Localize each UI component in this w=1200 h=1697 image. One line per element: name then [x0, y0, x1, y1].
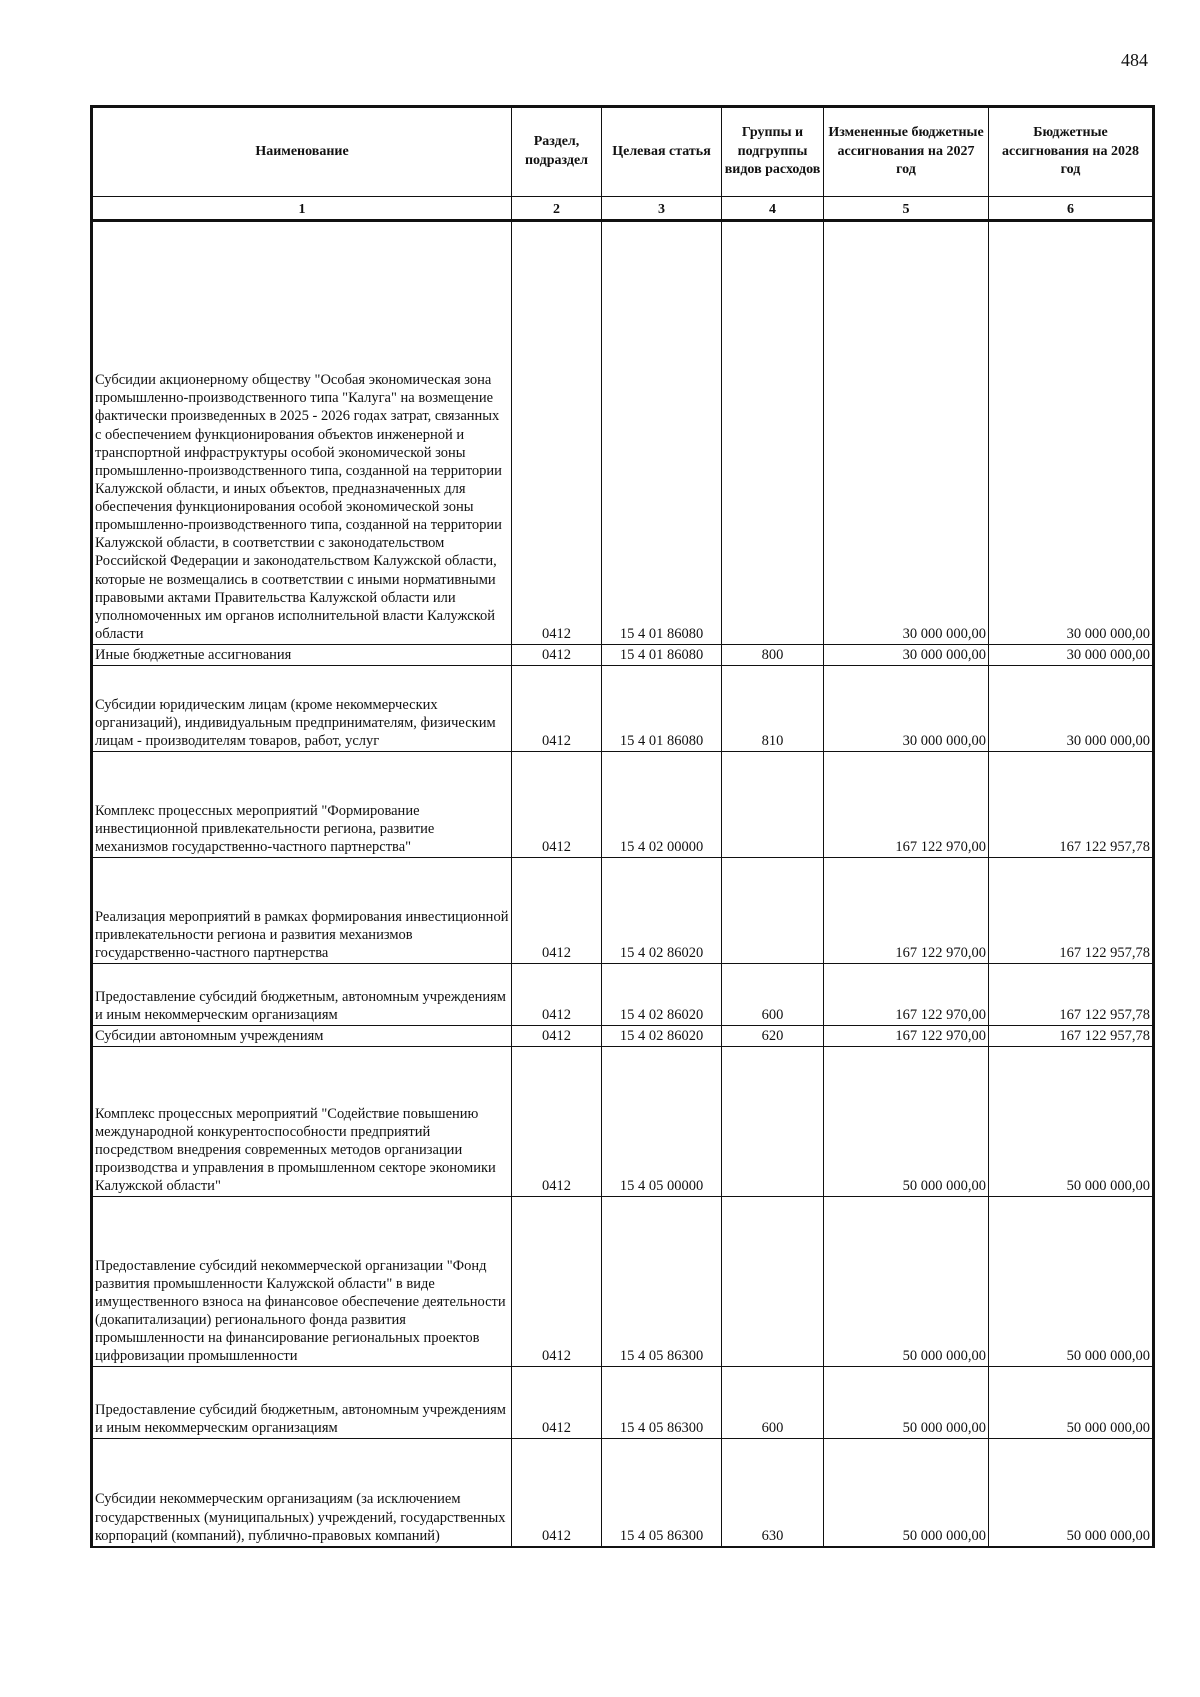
row-name: Предоставление субсидий бюджетным, автономным учреждениям и иным некоммерческим организациям — [92, 1367, 512, 1439]
header-target: Целевая статья — [602, 107, 722, 197]
row-group — [722, 752, 824, 858]
row-target: 15 4 02 86020 — [602, 964, 722, 1026]
row-group: 800 — [722, 645, 824, 666]
table-row — [92, 221, 1154, 645]
header-section: Раздел, подраздел — [512, 107, 602, 197]
row-section: 0412 — [512, 221, 602, 645]
table-row — [92, 752, 1154, 858]
column-number: 5 — [824, 197, 989, 221]
column-number: 2 — [512, 197, 602, 221]
row-name: Субсидии автономным учреждениям — [92, 1026, 512, 1047]
budget-table — [90, 105, 1155, 1548]
header-group: Группы и подгруппы видов расходов — [722, 107, 824, 197]
row-section: 0412 — [512, 1047, 602, 1197]
row-name: Комплекс процессных мероприятий "Формирование инвестиционной привлекательности региона, развитие механизмов государственно-частного партнерства" — [92, 752, 512, 858]
row-amount-2027: 50 000 000,00 — [824, 1197, 989, 1367]
table-row — [92, 964, 1154, 1026]
table-row — [92, 1047, 1154, 1197]
row-name: Иные бюджетные ассигнования — [92, 645, 512, 666]
column-number: 4 — [722, 197, 824, 221]
table-row — [92, 645, 1154, 666]
row-target: 15 4 02 86020 — [602, 1026, 722, 1047]
row-name: Предоставление субсидий бюджетным, автономным учреждениям и иным некоммерческим организациям — [92, 964, 512, 1026]
page-number: 484 — [1121, 50, 1148, 70]
table-row — [92, 1026, 1154, 1047]
row-section: 0412 — [512, 1439, 602, 1547]
column-number: 1 — [92, 197, 512, 221]
row-target: 15 4 02 00000 — [602, 752, 722, 858]
column-number: 6 — [989, 197, 1154, 221]
row-amount-2028: 30 000 000,00 — [989, 645, 1154, 666]
row-target: 15 4 01 86080 — [602, 666, 722, 752]
row-section: 0412 — [512, 858, 602, 964]
header-name: Наименование — [92, 107, 512, 197]
row-amount-2027: 167 122 970,00 — [824, 858, 989, 964]
table-row — [92, 1439, 1154, 1547]
row-amount-2028: 50 000 000,00 — [989, 1367, 1154, 1439]
row-amount-2027: 50 000 000,00 — [824, 1367, 989, 1439]
row-group: 600 — [722, 964, 824, 1026]
header-2027: Измененные бюджетные ассигнования на 2027 год — [824, 107, 989, 197]
row-amount-2028: 50 000 000,00 — [989, 1047, 1154, 1197]
header-row — [92, 107, 1154, 197]
row-name: Предоставление субсидий некоммерческой организации "Фонд развития промышленности Калужской области" в виде имущественного взноса на финансовое обеспечение деятельности (докапитализации) регионального фонда развития промышленности на финансирование региональных проектов цифровизации промышленности — [92, 1197, 512, 1367]
row-target: 15 4 01 86080 — [602, 221, 722, 645]
row-amount-2028: 30 000 000,00 — [989, 666, 1154, 752]
header-2028: Бюджетные ассигнования на 2028 год — [989, 107, 1154, 197]
row-section: 0412 — [512, 1367, 602, 1439]
row-amount-2027: 30 000 000,00 — [824, 645, 989, 666]
row-section: 0412 — [512, 1197, 602, 1367]
row-name: Субсидии некоммерческим организациям (за исключением государственных (муниципальных) учреждений, государственных корпораций (компаний), публично-правовых компаний) — [92, 1439, 512, 1547]
row-amount-2027: 30 000 000,00 — [824, 666, 989, 752]
row-amount-2028: 167 122 957,78 — [989, 858, 1154, 964]
row-group — [722, 1047, 824, 1197]
row-section: 0412 — [512, 645, 602, 666]
table-row — [92, 1367, 1154, 1439]
row-section: 0412 — [512, 1026, 602, 1047]
row-group: 620 — [722, 1026, 824, 1047]
row-amount-2028: 50 000 000,00 — [989, 1197, 1154, 1367]
row-amount-2028: 167 122 957,78 — [989, 1026, 1154, 1047]
row-amount-2028: 167 122 957,78 — [989, 964, 1154, 1026]
row-section: 0412 — [512, 964, 602, 1026]
row-amount-2028: 30 000 000,00 — [989, 221, 1154, 645]
row-amount-2028: 167 122 957,78 — [989, 752, 1154, 858]
row-amount-2028: 50 000 000,00 — [989, 1439, 1154, 1547]
row-group — [722, 221, 824, 645]
table-row — [92, 858, 1154, 964]
row-target: 15 4 05 86300 — [602, 1439, 722, 1547]
row-target: 15 4 05 86300 — [602, 1197, 722, 1367]
row-name: Реализация мероприятий в рамках формирования инвестиционной привлекательности региона и развития механизмов государственно-частного партнерства — [92, 858, 512, 964]
row-group — [722, 858, 824, 964]
row-name: Комплекс процессных мероприятий "Содействие повышению международной конкурентоспособности предприятий посредством внедрения современных методов организации производства и управления в промышленном секторе экономики Калужской области" — [92, 1047, 512, 1197]
row-group: 810 — [722, 666, 824, 752]
row-name: Субсидии юридическим лицам (кроме некоммерческих организаций), индивидуальным предпринимателям, физическим лицам - производителям товаров, работ, услуг — [92, 666, 512, 752]
row-target: 15 4 05 00000 — [602, 1047, 722, 1197]
row-amount-2027: 167 122 970,00 — [824, 1026, 989, 1047]
row-section: 0412 — [512, 666, 602, 752]
row-amount-2027: 50 000 000,00 — [824, 1439, 989, 1547]
row-section: 0412 — [512, 752, 602, 858]
column-number-row — [92, 197, 1154, 221]
row-group: 630 — [722, 1439, 824, 1547]
row-target: 15 4 01 86080 — [602, 645, 722, 666]
row-amount-2027: 167 122 970,00 — [824, 964, 989, 1026]
row-group — [722, 1197, 824, 1367]
row-name: Субсидии акционерному обществу "Особая экономическая зона промышленно-производственного типа "Калуга" на возмещение фактически произведенных в 2025 - 2026 годах затрат, связанных с обеспечением функционирования объектов инженерной и транспортной инфраструктуры особой экономической зоны промышленно-производственного типа, созданной на территории Калужской области, и иных объектов, предназначенных для обеспечения функционирования особой экономической зоны промышленно-производственного типа, созданной на территории Калужской области, в соответствии с законодательством Российской Федерации и законодательством Калужской области, которые не возмещались в соответствии с иными нормативными правовыми актами Правительства Калужской области или уполномоченных им органов исполнительной власти Калужской области — [92, 221, 512, 645]
table-row — [92, 1197, 1154, 1367]
row-group: 600 — [722, 1367, 824, 1439]
row-amount-2027: 50 000 000,00 — [824, 1047, 989, 1197]
table-row — [92, 666, 1154, 752]
row-target: 15 4 05 86300 — [602, 1367, 722, 1439]
row-amount-2027: 30 000 000,00 — [824, 221, 989, 645]
row-target: 15 4 02 86020 — [602, 858, 722, 964]
row-amount-2027: 167 122 970,00 — [824, 752, 989, 858]
column-number: 3 — [602, 197, 722, 221]
